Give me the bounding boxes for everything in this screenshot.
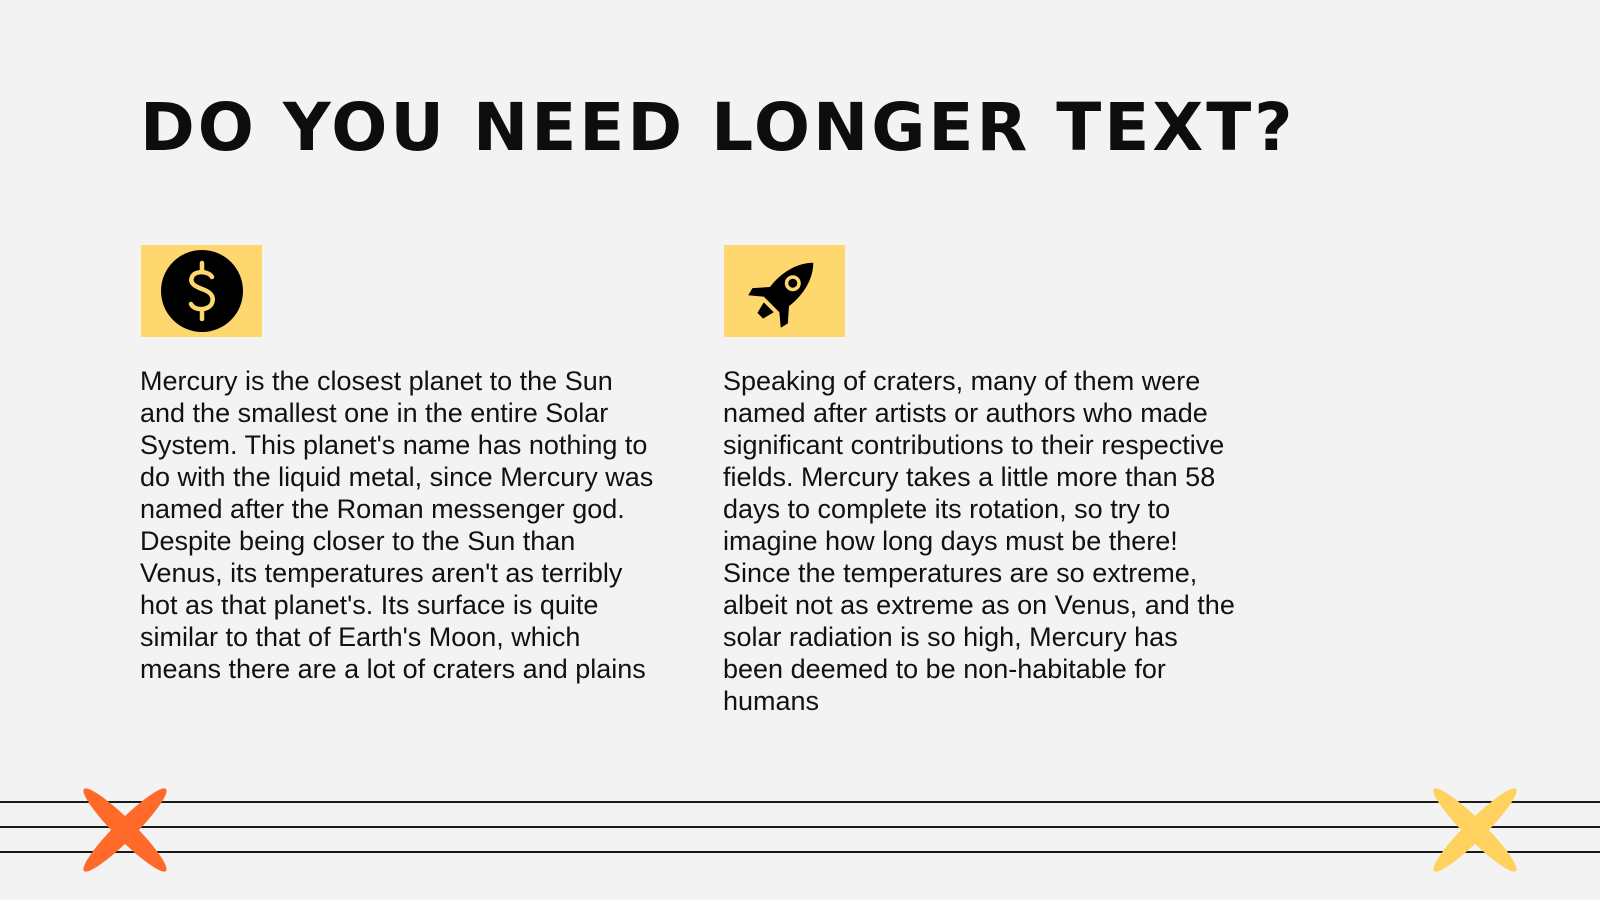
decorative-footer — [0, 770, 1600, 880]
yellow-cross-icon — [1427, 782, 1523, 878]
column-text-mercury-intro: Mercury is the closest planet to the Sun and the smallest one in the entire Solar System. This planet's name has nothing to do with the liquid metal, since Mercury was named after the Roman messenger god. Despite being closer to the Sun than Venus, its temperatures aren't as terribly hot as that planet's. Its surface is quite similar to that of Earth's Moon, which means there are a lot of craters and plains — [140, 366, 654, 684]
dollar-icon-box — [141, 245, 262, 337]
orange-cross-icon — [77, 782, 173, 878]
rocket-icon-box — [724, 245, 845, 337]
slide-title: DO YOU NEED LONGER TEXT? — [140, 89, 1296, 166]
column-text-craters: Speaking of craters, many of them were named after artists or authors who made significant contributions to their respective fields. Mercury takes a little more than 58 days to complete its rotation, so try to imagine how long days must be there! Since the temperatures are so extreme, albeit not as extreme as on Venus, and the solar radiation is so high, Mercury has been deemed to be non-habitable for humans — [723, 366, 1235, 716]
dollar-coin-icon — [160, 249, 244, 333]
rocket-icon — [740, 246, 830, 336]
